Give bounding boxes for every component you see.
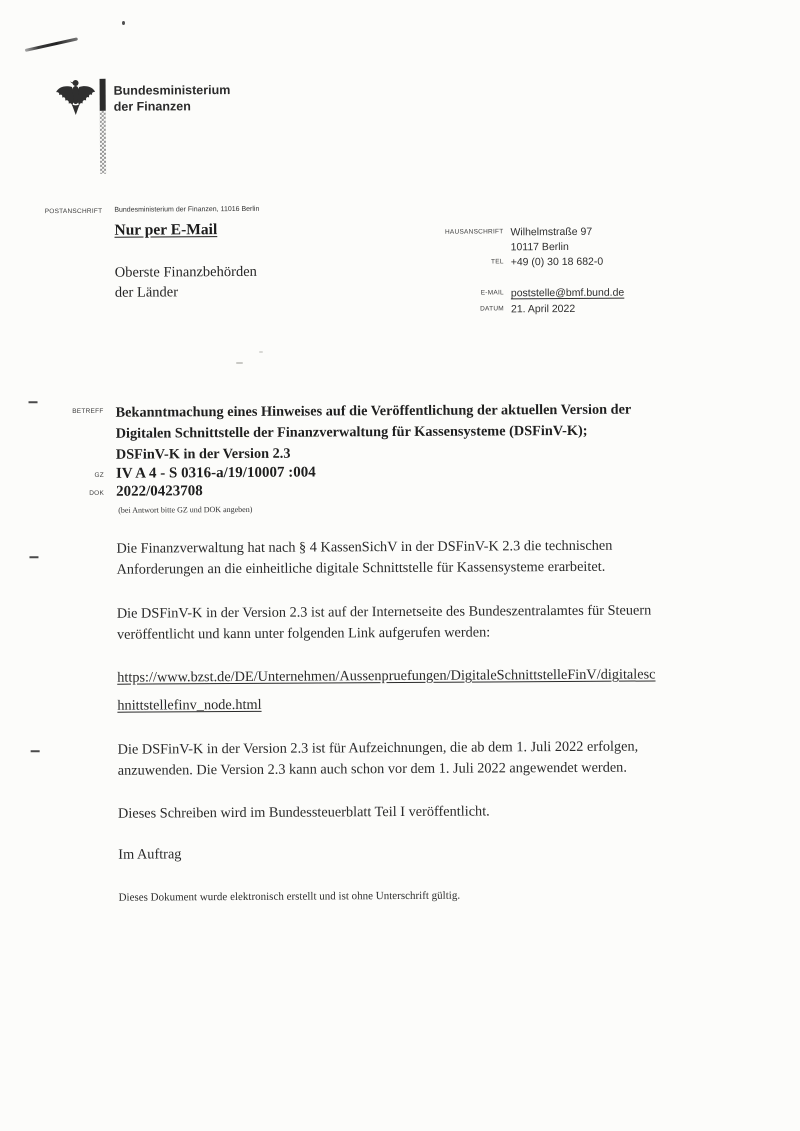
paragraph4: Dieses Schreiben wird im Bundessteuerblatt Teil I veröffentlicht. xyxy=(117,803,490,822)
logo-divider-bar xyxy=(100,79,106,111)
datum-label: DATUM xyxy=(480,305,504,313)
datum-value: 21. April 2022 xyxy=(510,302,576,316)
postanschrift-value: Bundesministerium der Finanzen, 11016 Berlin xyxy=(114,205,260,214)
email-label: E-MAIL xyxy=(480,289,504,297)
paragraph2-line2: veröffentlicht und kann unter folgenden Link aufgerufen werden: xyxy=(116,624,491,643)
recipient-address xyxy=(115,262,257,303)
recipient-line1: Oberste Finanzbehörden xyxy=(114,263,257,281)
footer-note: Dieses Dokument wurde elektronisch erstellt und ist ohne Unterschrift gültig. xyxy=(118,889,461,904)
paragraph1-line1: Die Finanzverwaltung hat nach § 4 KassenSichV in der DSFinV-K 2.3 die technischen xyxy=(116,537,613,557)
subject-line2: Digitalen Schnittstelle der Finanzverwaltung für Kassensysteme (DSFinV-K); xyxy=(115,422,588,442)
paragraph3-line2: anzuwenden. Die Version 2.3 kann auch schon vor dem 1. Juli 2022 angewendet werden. xyxy=(117,759,627,779)
ministry-name xyxy=(114,82,231,115)
closing: Im Auftrag xyxy=(118,846,182,863)
recipient-line2: der Länder xyxy=(114,284,179,301)
logo-divider-pattern xyxy=(100,111,106,174)
address-line1: Wilhelmstraße 97 xyxy=(510,225,593,239)
federal-eagle-icon xyxy=(55,77,97,122)
gz-label: GZ xyxy=(94,471,104,479)
link-line1: https://www.bzst.de/DE/Unternehmen/Aussenpruefungen/DigitaleSchnittstelleFinV/digitalesc xyxy=(117,666,656,686)
tel-value: +49 (0) 30 18 682-0 xyxy=(510,255,604,269)
ministry-name-line2: der Finanzen xyxy=(113,99,191,114)
dok-value: 2022/0423708 xyxy=(116,483,203,500)
subject xyxy=(116,400,632,466)
subject-line3: DSFinV-K in der Version 2.3 xyxy=(115,445,291,463)
gz-value: IV A 4 - S 0316-a/19/10007 :004 xyxy=(115,464,316,482)
fold-mark xyxy=(31,750,40,752)
tel-label: TEL xyxy=(490,258,504,266)
fold-mark xyxy=(29,401,38,403)
fold-mark xyxy=(29,556,38,558)
paragraph2-line1: Die DSFinV-K in der Version 2.3 ist auf der Internetseite des Bundeszentralamtes für Steuern xyxy=(116,602,652,622)
email-value: poststelle@bmf.bund.de xyxy=(510,286,625,300)
hausanschrift-label: HAUSANSCHRIFT xyxy=(444,228,504,236)
link-line2: hnittstellefinv_node.html xyxy=(117,696,262,714)
dok-label: DOK xyxy=(89,489,105,497)
betreff-label: BETREFF xyxy=(72,407,104,416)
postanschrift-label: POSTANSCHRIFT xyxy=(44,207,103,216)
subject-line1: Bekanntmachung eines Hinweises auf die Veröffentlichung der aktuellen Version der xyxy=(115,401,632,421)
address-line2: 10117 Berlin xyxy=(510,240,569,254)
hausanschrift-value xyxy=(510,225,592,255)
delivery-note: Nur per E-Mail xyxy=(114,221,218,239)
ministry-name-line1: Bundesministerium xyxy=(113,83,231,98)
paragraph3-line1: Die DSFinV-K in der Version 2.3 ist für Aufzeichnungen, die ab dem 1. Juli 2022 erfolgen, xyxy=(117,738,639,758)
paragraph1-line2: Anforderungen an die einheitliche digitale Schnittstelle für Kassensysteme erarbeitet. xyxy=(116,558,606,578)
reply-note: (bei Antwort bitte GZ und DOK angeben) xyxy=(118,504,253,515)
